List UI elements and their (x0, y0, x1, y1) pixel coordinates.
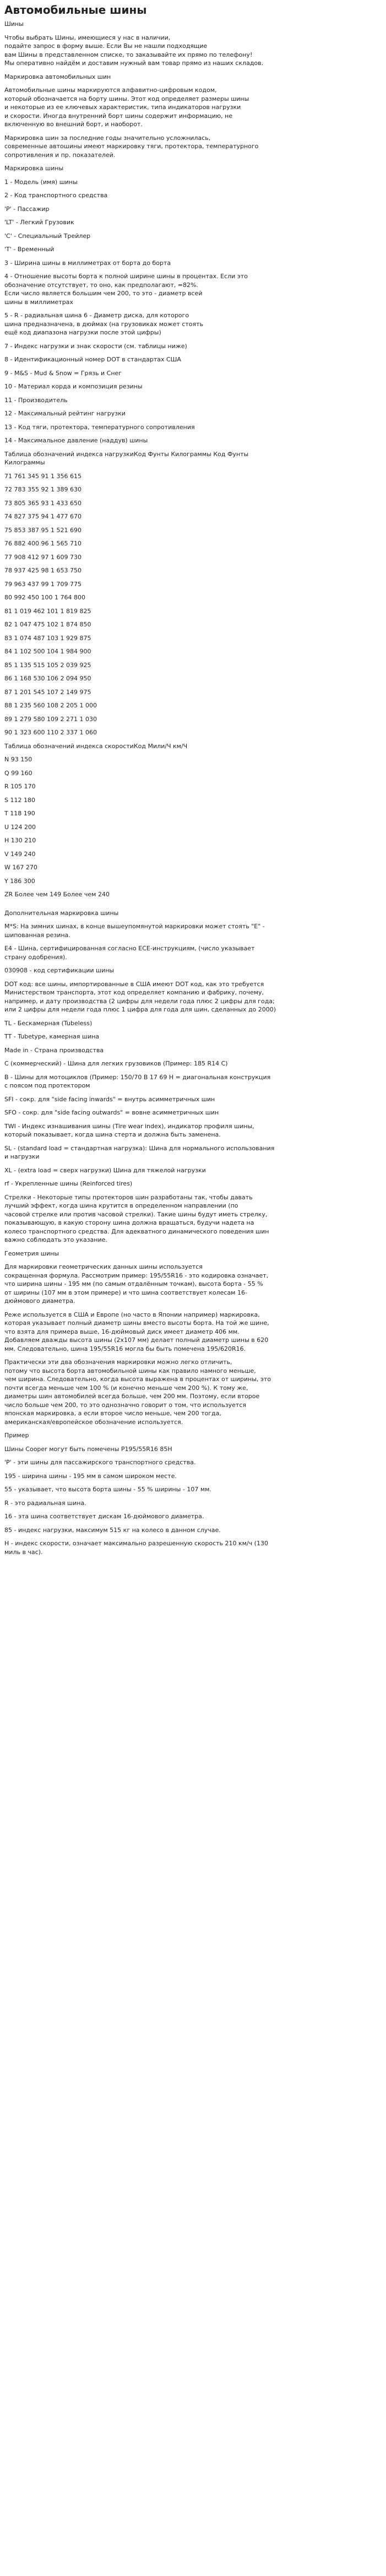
text-line: 88 1 235 560 108 2 205 1 000 (4, 702, 97, 709)
paragraph-gap (4, 791, 382, 796)
text-line: SFI - сокр. для "side facing inwards" = внутрь асимметричных шин (4, 1095, 215, 1103)
text-line: потому что высота борта автомобильной шины как правило намного меньше, (4, 1367, 256, 1374)
text-line: 'T' - Временный (4, 246, 55, 253)
text-line: дюймового диаметра. (4, 1297, 75, 1305)
text-line: DOT код: все шины, импортированные в США имеют DOT код, как это требуется (4, 980, 264, 988)
text-line: который обозначается на борту шины. Этот код определяет размеры шины (4, 95, 249, 102)
paragraph-gap (4, 885, 382, 890)
text-line: диаметры шин автомобилей всегда больше, чем 200 мм. Поэтому, если второе (4, 1393, 260, 1400)
paragraph-gap (4, 1139, 382, 1144)
text-line: SL - (standard load = стандартная нагрузка): Шина для нормального использования (4, 1144, 275, 1152)
text-line: H 130 210 (4, 837, 36, 844)
text-line: или 2 цифры для недели года плюс 1 цифра для года для шин, сделанных до 2000) (4, 1006, 276, 1013)
text-line: Геометрия шины (4, 1249, 59, 1257)
text-line: шины в миллиметрах (4, 298, 73, 306)
paragraph-gap (4, 186, 382, 191)
paragraph-gap (4, 1244, 382, 1249)
text-line: ещё код диапазона нагрузки после этой цифры) (4, 329, 161, 336)
paragraph-gap (4, 1306, 382, 1311)
text-line: 90 1 323 600 110 2 337 1 060 (4, 729, 97, 736)
text-line: R 105 170 (4, 783, 36, 790)
text-line: Маркировка шины (4, 165, 64, 172)
text-line: 3 - Ширина шины в миллиметрах от борта до борта (4, 259, 171, 267)
text-line: U 124 200 (4, 823, 36, 831)
paragraph-gap (4, 656, 382, 661)
text-line: шипованная резина. (4, 931, 70, 939)
text-line: ZR Более чем 149 Более чем 240 (4, 891, 110, 898)
text-line: 12 - Максимальный рейтинг нагрузки (4, 410, 126, 417)
text-line: 2 - Код транспортного средства (4, 192, 108, 199)
text-line: 'P' - эти шины для пассажирского транспортного средства. (4, 1459, 196, 1466)
paragraph-gap (4, 858, 382, 863)
text-line: 79 963 437 99 1 709 775 (4, 580, 81, 588)
paragraph-gap (4, 480, 382, 485)
text-line: подайте запрос в форму выше. Если Вы не нашли подходящие (4, 42, 208, 50)
paragraph-gap (4, 213, 382, 218)
text-line: 80 992 450 100 1 764 800 (4, 594, 85, 601)
paragraph-gap (4, 227, 382, 232)
paragraph-gap (4, 364, 382, 369)
text-line: современные автошины имеют маркировку тяги, протектора, температурного (4, 143, 259, 150)
text-line: Шины Cooper могут быть помечены P195/55R16 85H (4, 1445, 172, 1453)
text-line: Министерством транспорта, этот код определяет компанию и фабрику, почему, (4, 989, 264, 996)
text-line: например, и дату производства (2 цифры для недели года плюс 2 цифры для года; (4, 997, 275, 1005)
text-line: 78 937 425 98 1 653 750 (4, 567, 81, 574)
paragraph-gap (4, 431, 382, 436)
paragraph-gap (4, 818, 382, 823)
text-line: и нагрузки (4, 1153, 40, 1160)
text-line: E4 - Шина, сертифицированная согласно ECE-инструкциям, (число указывает (4, 945, 255, 952)
text-line: 7 - Индекс нагрузки и знак скорости (см. таблицы ниже) (4, 342, 187, 350)
text-line: обозначение отсутствует, то оно, как предполагают, =82%. (4, 281, 199, 289)
paragraph-gap (4, 1507, 382, 1512)
text-line: 195 - ширина шины - 195 мм в самом широком месте. (4, 1472, 177, 1480)
paragraph-gap (4, 159, 382, 164)
text-line: 14 - Максимальное давление (наддув) шины (4, 437, 148, 444)
paragraph-gap (4, 872, 382, 877)
paragraph-gap (4, 81, 382, 86)
paragraph-gap (4, 1027, 382, 1032)
text-line: 8 - Идентификационный номер DOT в стандартах США (4, 356, 181, 363)
text-line: 13 - Код тяги, протектора, температурного сопротивления (4, 423, 195, 431)
text-line: мм. Следовательно, шина 195/55R16 могла бы быть помечена 195/620R16. (4, 1345, 246, 1352)
paragraph-gap (4, 391, 382, 396)
paragraph-gap (4, 1041, 382, 1046)
paragraph-gap (4, 1090, 382, 1095)
paragraph-gap (4, 804, 382, 809)
text-line: которая указывает полный диаметр шины вместо высоты борта. На той же шине, (4, 1319, 269, 1327)
paragraph-gap (4, 615, 382, 620)
text-line: 85 1 135 515 105 2 039 925 (4, 661, 91, 669)
text-line: страну одобрения). (4, 953, 67, 961)
paragraph-gap (4, 377, 382, 382)
paragraph-gap (4, 507, 382, 512)
text-line: 16 - эта шина соответствует дискам 16-дюймового диаметра. (4, 1513, 204, 1520)
text-line: колесо транспортного средства. Для адекватного динамического поведения шин (4, 1227, 269, 1235)
paragraph-gap (4, 831, 382, 836)
paragraph-gap (4, 1440, 382, 1445)
paragraph-gap (4, 1258, 382, 1263)
text-line: 030908 - код сертификации шины (4, 967, 115, 974)
page-title: Автомобильные шины (4, 3, 147, 17)
paragraph-gap (4, 548, 382, 553)
text-line: Маркировка автомобильных шин (4, 73, 111, 80)
text-line: важно соблюдать это указание. (4, 1236, 107, 1243)
text-line: и некоторые из ее ключевых характеристик, типа индикаторов нагрузки (4, 104, 241, 111)
text-line: 5 - R - радиальная шина 6 - Диаметр диска, для которого (4, 312, 189, 319)
text-line: H - индекс скорости, означает максимально разрешенную скорость 210 км/ч (130 (4, 1540, 268, 1547)
text-line: N 93 150 (4, 756, 32, 763)
text-line: вам Шины в представленном списке, то заказывайте их прямо по телефону! (4, 51, 253, 58)
paragraph-gap (4, 845, 382, 850)
text-line: 4 - Отношение высоты борта к полной ширине шины в процентах. Если это (4, 273, 248, 280)
article-body (4, 20, 382, 1556)
paragraph-gap (4, 777, 382, 782)
text-line: Made in - Страна производства (4, 1046, 104, 1054)
text-line: W 167 270 (4, 864, 37, 871)
paragraph-gap (4, 1426, 382, 1431)
paragraph-gap (4, 173, 382, 178)
paragraph-gap (4, 575, 382, 580)
text-line: 85 - индекс нагрузки, максимум 515 кг на колесо в данном случае. (4, 1526, 221, 1534)
paragraph-gap (4, 904, 382, 909)
paragraph-gap (4, 899, 382, 904)
text-line: миль в час). (4, 1548, 43, 1556)
text-line: Y 186 300 (4, 877, 35, 885)
text-line: 11 - Производитель (4, 396, 68, 404)
text-line: Маркировка шин за последние годы значительно усложнилась, (4, 134, 211, 142)
text-line: Стрелки - Некоторые типы протекторов шин разработаны так, чтобы давать (4, 1193, 253, 1201)
paragraph-gap (4, 764, 382, 769)
text-line: 82 1 047 475 102 1 874 850 (4, 621, 91, 628)
text-line: японская маркировка, а если второе число меньше, чем 200 тогда, (4, 1410, 221, 1417)
paragraph-gap (4, 494, 382, 499)
text-line: C (коммерческий) - Шина для легких грузовиков (Пример: 185 R14 C) (4, 1060, 228, 1067)
text-line: Пример (4, 1432, 29, 1439)
paragraph-gap (4, 750, 382, 755)
paragraph-gap (4, 939, 382, 944)
paragraph-gap (4, 240, 382, 245)
text-line: сокращенная формула. Рассмотрим пример: 195/55R16 - это кодировка означает, (4, 1271, 269, 1279)
text-line: 10 - Материал корда и композиция резины (4, 383, 143, 390)
text-line: 71 761 345 91 1 356 615 (4, 472, 81, 480)
text-line: V 149 240 (4, 850, 36, 858)
text-line: 76 882 400 96 1 565 710 (4, 540, 81, 547)
text-line: чем ширина. Следовательно, когда высота выражена в процентах от ширины, это (4, 1376, 271, 1383)
text-line: Таблица обозначений индекса нагрузкиКод Фунты Килограммы Код Фунты (4, 450, 249, 458)
paragraph-gap (4, 418, 382, 423)
paragraph-gap (4, 1014, 382, 1019)
paragraph-gap (4, 710, 382, 715)
text-line: от ширины (107 мм в этом примере) и что шина соответствует колесам 16- (4, 1289, 247, 1296)
paragraph-gap (4, 534, 382, 539)
paragraph-gap (4, 723, 382, 728)
text-line: R - это радиальная шина. (4, 1499, 86, 1507)
text-line: 74 827 375 94 1 477 670 (4, 513, 81, 520)
text-line: 84 1 102 500 104 1 984 900 (4, 648, 91, 655)
text-line: Добавляем дважды высота шины (2x107 мм) делает полный диаметр шины в 620 (4, 1336, 269, 1344)
text-line: лучший эффект, когда шина крутится в определенном направлении (по (4, 1202, 238, 1209)
text-line: почти всегда меньше чем 100 % (и конечно меньше чем 200 %). К тому же, (4, 1384, 248, 1392)
paragraph-gap (4, 306, 382, 311)
paragraph-gap (4, 1103, 382, 1108)
text-line: TWI - Индекс изнашивания шины (Tire wear index), индикатор профиля шины, (4, 1122, 254, 1130)
text-line: 1 - Модель (имя) шины (4, 178, 78, 186)
text-line: часовой стрелке или против часовой стрелки). Такие шины будут иметь стрелку, (4, 1210, 268, 1218)
text-line: 'P' - Пассажир (4, 205, 50, 213)
text-line: американская/европейское обозначение используется. (4, 1418, 183, 1426)
text-line: 73 805 365 93 1 433 650 (4, 499, 81, 507)
paragraph-gap (4, 683, 382, 688)
paragraph-gap (4, 1188, 382, 1193)
text-line: 'C' - Специальный Трейлер (4, 232, 91, 240)
paragraph-gap (4, 337, 382, 342)
paragraph-gap (4, 68, 382, 73)
paragraph-gap (4, 254, 382, 259)
paragraph-gap (4, 1353, 382, 1358)
text-line: S 112 180 (4, 796, 35, 804)
text-line: Килограммы (4, 459, 45, 466)
paragraph-gap (4, 1068, 382, 1073)
text-line: 75 853 387 95 1 521 690 (4, 526, 81, 534)
paragraph-gap (4, 1467, 382, 1472)
paragraph-gap (4, 1480, 382, 1485)
paragraph-gap (4, 1494, 382, 1499)
text-line: 89 1 279 580 109 2 271 1 030 (4, 715, 97, 723)
paragraph-gap (4, 588, 382, 593)
text-line: 'LT' - Легкий Грузовик (4, 219, 74, 226)
paragraph-gap (4, 561, 382, 566)
paragraph-gap (4, 1534, 382, 1539)
paragraph-gap (4, 1521, 382, 1526)
text-line: Для маркировки геометрических данных шины используется (4, 1263, 203, 1270)
text-line: SFO - сокр. для "side facing outwards" = вовне асимметричных шин (4, 1109, 219, 1116)
text-line: показывающую, в какую сторону шина должна вращаться, будучи надета на (4, 1219, 254, 1226)
text-line: который показывает, когда шина стерта и должна быть заменена. (4, 1131, 221, 1138)
text-line: 9 - M&S - Mud & Snow = Грязь и Снег (4, 369, 122, 377)
paragraph-gap (4, 267, 382, 272)
paragraph-gap (4, 669, 382, 674)
paragraph-gap (4, 1117, 382, 1122)
text-line: Если число является большим чем 200, то это - диаметр всей (4, 290, 203, 297)
text-line: Автомобильные шины маркируются алфавитно-цифровым кодом, (4, 86, 217, 94)
text-line: Шины (4, 20, 24, 28)
text-line: что ширина шины - 195 мм (по самым отдалённым точкам), высота борта - 55 % (4, 1280, 263, 1287)
text-line: TL - Бескамерная (Tubeless) (4, 1019, 93, 1027)
paragraph-gap (4, 1054, 382, 1059)
text-line: и скорости. Иногда внутренний борт шины содержит информацию, не (4, 112, 233, 120)
paragraph-gap (4, 642, 382, 647)
paragraph-gap (4, 404, 382, 409)
text-line: B - Шины для мотоциклов (Пример: 150/70 B 17 69 H = диагональная конструкция (4, 1073, 271, 1081)
paragraph-gap (4, 917, 382, 922)
text-line: TT - Tubetype, камерная шина (4, 1033, 100, 1040)
text-line: Мы оперативно найдём и доставим нужный вам товар прямо из наших складов. (4, 59, 264, 67)
text-line: сопротивления и пр. показателей. (4, 151, 116, 159)
paragraph-gap (4, 521, 382, 526)
text-line: 83 1 074 487 103 1 929 875 (4, 634, 91, 642)
paragraph-gap (4, 629, 382, 634)
text-line: T 118 190 (4, 810, 35, 817)
text-line: включенную во внешний борт, и наоборот. (4, 121, 143, 128)
paragraph-gap (4, 1453, 382, 1458)
text-line: Практически эти два обозначения маркировки можно легко отличить, (4, 1359, 232, 1366)
paragraph-gap (4, 975, 382, 980)
paragraph-gap (4, 467, 382, 472)
text-line: 72 783 355 92 1 389 630 (4, 486, 81, 493)
text-line: XL - (extra load = сверх нагрузки) Шина для тяжелой нагрузки (4, 1166, 206, 1174)
paragraph-gap (4, 696, 382, 701)
text-line: число больше чем 200, то это однозначно говорит о том, что используется (4, 1401, 247, 1409)
text-line: M*S: На зимних шинах, в конце вышеупомянутой маркировки может стоять "E" - (4, 923, 265, 930)
text-line: Q 99 160 (4, 769, 32, 777)
text-line: что взята для примера выше, 16-дюймовый диск имеет диаметр 406 мм. (4, 1328, 240, 1335)
text-line: 77 908 412 97 1 609 730 (4, 553, 81, 561)
paragraph-gap (4, 200, 382, 205)
text-line: 81 1 019 462 101 1 819 825 (4, 607, 91, 615)
text-line: шина предназначена, в дюймах (на грузовиках может стоять (4, 320, 204, 328)
text-line: Дополнительная маркировка шины (4, 909, 119, 917)
paragraph-gap (4, 1161, 382, 1166)
paragraph-gap (4, 961, 382, 966)
text-line: Таблица обозначений индекса скоростиКод Мили/Ч км/Ч (4, 742, 188, 750)
paragraph-gap (4, 129, 382, 134)
text-line: 55 - указывает, что высота борта шины - 55 % ширины - 107 мм. (4, 1486, 211, 1493)
paragraph-gap (4, 737, 382, 742)
paragraph-gap (4, 602, 382, 607)
text-line: с поясом под протектором (4, 1082, 90, 1089)
text-line: 87 1 201 545 107 2 149 975 (4, 688, 91, 696)
paragraph-gap (4, 445, 382, 450)
paragraph-gap (4, 1175, 382, 1179)
text-line: rf - Укрепленные шины (Reinforced tires) (4, 1180, 133, 1187)
text-line: Реже используется в США и Европе (но часто в Японии например) маркировка, (4, 1311, 260, 1318)
paragraph-gap (4, 29, 382, 34)
text-line: 86 1 168 530 106 2 094 950 (4, 675, 91, 682)
text-line: Чтобы выбрать Шины, имеющиеся у нас в наличии, (4, 34, 171, 41)
paragraph-gap (4, 350, 382, 355)
